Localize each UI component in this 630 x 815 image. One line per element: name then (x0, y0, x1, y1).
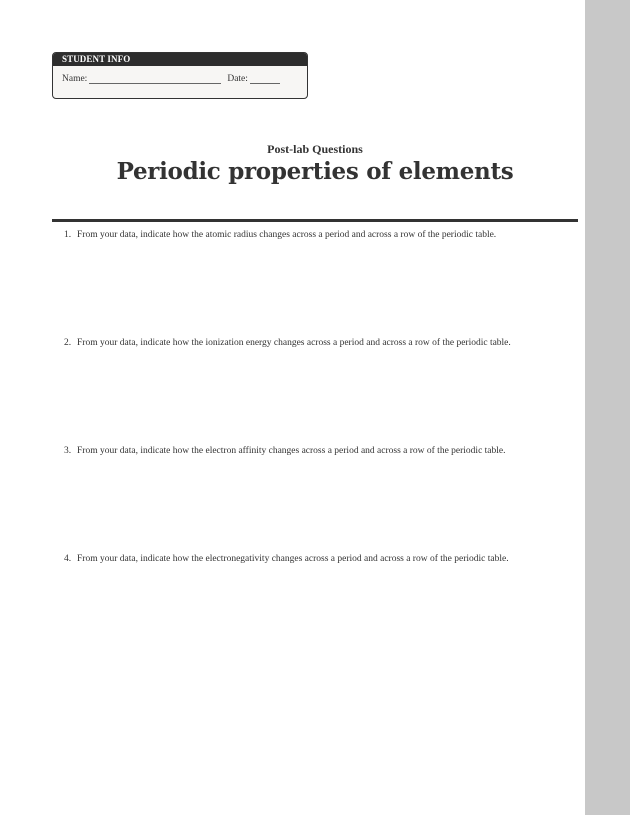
question-number: 4. (64, 554, 72, 564)
section-subtitle: Post-lab Questions (267, 142, 363, 156)
title-divider (52, 219, 578, 222)
question-text: From your data, indicate how the electronegativity changes across a period and across a row of the periodic table. (77, 554, 509, 564)
question-text: From your data, indicate how the electron affinity changes across a period and across a row of the periodic table. (77, 446, 506, 456)
question-number: 2. (64, 338, 72, 348)
name-label: Name: (62, 74, 88, 84)
page-margin-bar (585, 0, 630, 815)
date-field[interactable] (250, 74, 280, 84)
student-info-box (52, 52, 308, 99)
question-text: From your data, indicate how the ionization energy changes across a period and across a row of the periodic table. (77, 338, 511, 348)
name-field[interactable] (89, 74, 221, 84)
page-title: Periodic properties of elements (116, 158, 514, 185)
question-item (64, 230, 574, 240)
question-item (64, 338, 574, 348)
student-info-header: STUDENT INFO (53, 53, 307, 66)
question-number: 1. (64, 230, 72, 240)
question-number: 3. (64, 446, 72, 456)
question-text: From your data, indicate how the atomic radius changes across a period and across a row of the periodic table. (77, 230, 497, 240)
date-label: Date: (227, 74, 248, 84)
question-item (64, 446, 574, 456)
question-item (64, 554, 574, 564)
student-info-fields (62, 74, 299, 84)
